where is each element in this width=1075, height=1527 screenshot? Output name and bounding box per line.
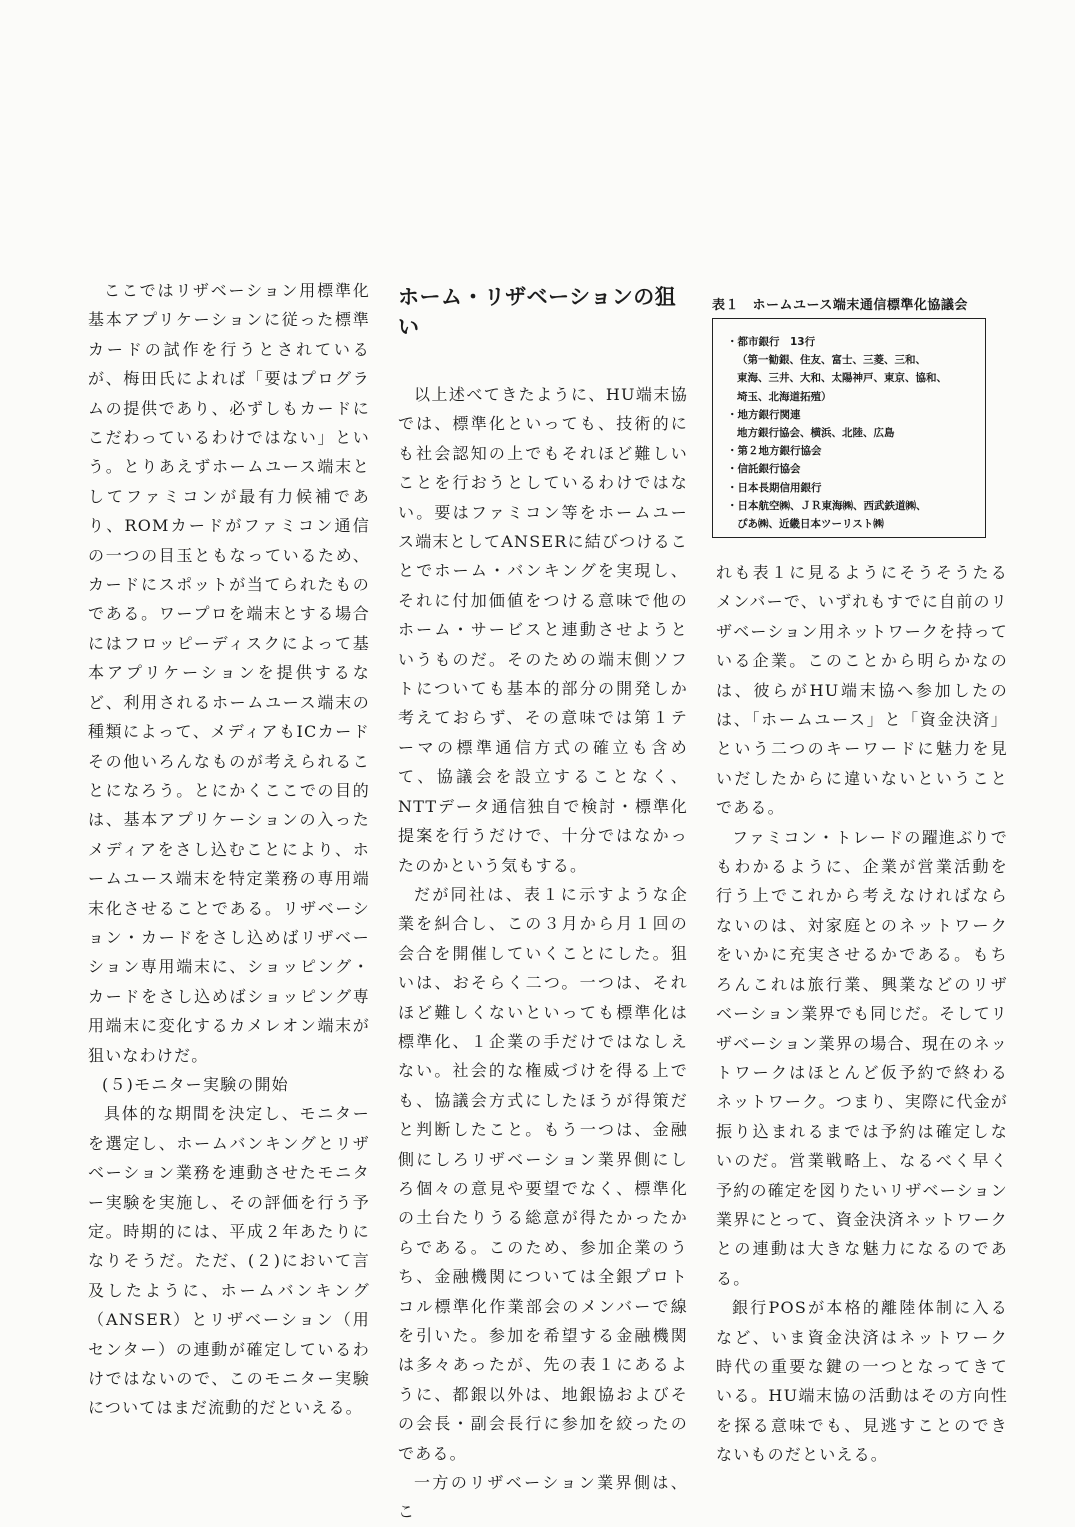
table-line: ・地方銀行関連 <box>727 408 801 421</box>
paragraph: だが同社は、表１に示すような企業を糾合し、この３月から月１回の会合を開催していくことにした。狙いは、おそらく二つ。一つは、それほど難しくないといっても標準化は標準化、１企業の手だけではなしえない。社会的な権威づけを得る上でも、協議会方式にしたほうが得策だと判断したこと。もう一つは、金融側にしろリザベーション業界側にしろ個々の意見や要望でなく、標準化の土台たりうる総意が得たかったからである。このため、参加企業のうち、金融機関については全銀プロトコル標準化作業部会のメンバーで線を引いた。参加を希望する金融機関は多々あったが、先の表１にあるように、都銀以外は、地銀協およびその会長・副会長行に参加を絞ったのである。 <box>398 884 688 1463</box>
table-line: 東海、三井、大和、太陽神戸、東京、協和、 <box>737 372 947 385</box>
table-line: 埼玉、北海道拓殖） <box>737 390 832 403</box>
table-line: ・都市銀行 13行 <box>727 336 816 348</box>
text-column-left <box>88 276 370 1423</box>
paragraph: ここではリザベーション用標準化基本アプリケーションに従った標準カードの試作を行うとされているが、梅田氏によれば「要はプログラムの提供であり、必ずしもカードにこだわっているわけではない」という。とりあえずホームユース端末としてファミコンが最有力候補であり、ROMカードがファミコン通信の一つの目玉ともなっているため、カードにスポットが当てられたものである。ワープロを端末とする場合にはフロッピーディスクによって基本アプリケーションを提供するなど、利用されるホームユース端末の種類によって、メディアもICカードその他いろんなものが考えられることになろう。とにかくここでの目的は、基本アプリケーションの入ったメディアをさし込むことにより、ホームユース端末を特定業務の専用端末化させることである。リザベーション・カードをさし込めばリザベーション専用端末に、ショッピング・カードをさし込めばショッピング専用端末に変化するカメレオン端末が狙いなわけだ。 <box>88 281 370 1065</box>
table-line: 地方銀行協会、横浜、北陸、広島 <box>737 427 895 440</box>
paragraph: 銀行POSが本格的離陸体制に入るなど、いま資金決済はネットワーク時代の重要な鍵の一つとなってきている。HU端末協の活動はその方向性を探る意味でも、見逃すことのできないものだといえる。 <box>716 1298 1008 1465</box>
section-heading: ホーム・リザベーションの狙い <box>398 285 677 339</box>
paragraph: ファミコン・トレードの躍進ぶりでもわかるように、企業が営業活動を行う上でこれから考えなければならないのは、対家庭とのネットワークをいかに充実させるかである。もちろんこれは旅行業、興業などのリザベーション業界でも同じだ。そしてリザベーション業界の場合、現在のネットワークはほとんど仮予約で終わるネットワーク。つまり、実際に代金が振り込まれるまでは予約は確定しないのだ。営業戦略上、なるべく早く予約の確定を図りたいリザベーション業界にとって、資金決済ネットワークとの連動は大きな魅力になるのである。 <box>716 827 1008 1288</box>
section-subheading: (５)モニター実験の開始 <box>102 1074 289 1094</box>
table-line: ・日本航空㈱、ＪＲ東海㈱、西武鉄道㈱、 <box>727 499 927 512</box>
table-line: ぴあ㈱、近畿日本ツーリスト㈱ <box>737 518 884 531</box>
text-column-right <box>716 558 1008 1470</box>
table-line: （第一勧銀、住友、富士、三菱、三和、 <box>737 354 926 367</box>
table-line: ・第２地方銀行協会 <box>727 445 822 458</box>
paragraph: 具体的な期間を決定し、モニターを選定し、ホームバンキングとリザベーション業務を連動させたモニター実験を実施し、その評価を行う予定。時期的には、平成２年あたりになりそうだ。ただ、(２)において言及したように、ホームバンキング（ANSER）とリザベーション（用センター）の連動が確定しているわけではないので、このモニター実験についてはまだ流動的だといえる。 <box>88 1104 370 1418</box>
table-line: ・信託銀行協会 <box>727 463 801 476</box>
table-caption: 表１ ホームユース端末通信標準化協議会 <box>712 298 968 313</box>
paragraph: 以上述べてきたように、HU端末協では、標準化といっても、技術的にも社会認知の上でもそれほど難しいことを行おうとしているわけではない。要はファミコン等をホームユース端末としてANSERに結びつけることでホーム・バンキングを実現し、それに付加価値をつける意味で他のホーム・サービスと連動させようというものだ。そのための端末側ソフトについても基本的部分の開発しか考えておらず、その意味では第１テーマの標準通信方式の確立も含めて、協議会を設立することなく、NTTデータ通信独自で検討・標準化提案を行うだけで、十分ではなかったのかという気もする。 <box>398 385 688 875</box>
paragraph: れも表１に見るようにそうそうたるメンバーで、いずれもすでに自前のリザベーション用ネットワークを持っている企業。このことから明らかなのは、彼らがHU端末協へ参加したのは、「ホームユース」と「資金決済」という二つのキーワードに魅力を見いだしたからに違いないということである。 <box>716 563 1008 818</box>
paragraph: 一方のリザベーション業界側は、こ <box>398 1473 688 1522</box>
member-table <box>712 318 986 538</box>
text-column-middle <box>398 380 688 1527</box>
table-line: ・日本長期信用銀行 <box>727 481 822 494</box>
